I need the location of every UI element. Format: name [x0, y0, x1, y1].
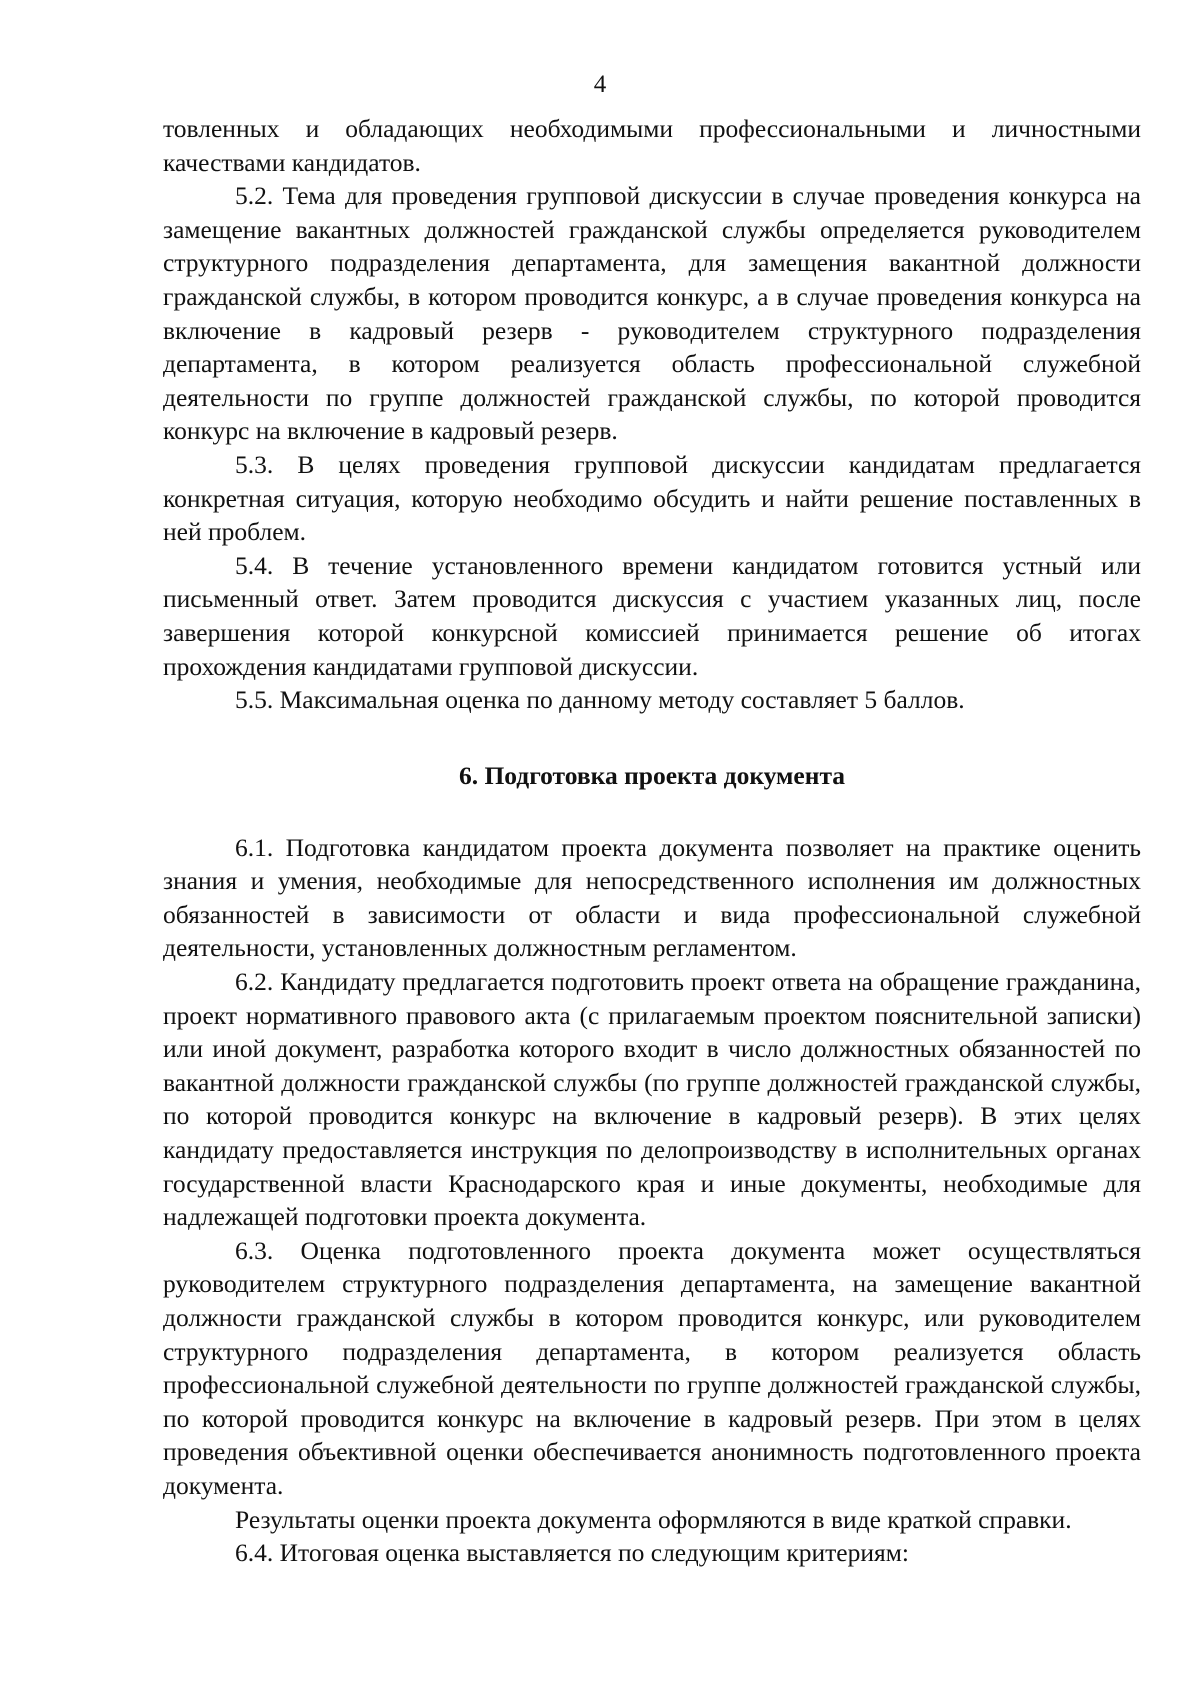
paragraph: товленных и обладающих необходимыми профессиональными и личностными качествами кандидатов.	[163, 114, 1141, 177]
paragraph-6-4: 6.4. Итоговая оценка выставляется по следующим критериям:	[235, 1538, 909, 1568]
document-body	[163, 112, 1141, 1570]
page-number: 4	[593, 71, 607, 98]
paragraph-5-2: 5.2. Тема для проведения групповой дискуссии в случае проведения конкурса на замещение вакантных должностей гражданской службы определяется руководителем структурного подразделения департамента, для замещения вакантной должности гражданской службы, в котором проводится конкурс, а в случае проведения конкурса на включение в кадровый резерв - руководителем структурного подразделения департамента, в котором реализуется область профессиональной служебной деятельности по группе должностей гражданской службы, по которой проводится конкурс на включение в кадровый резерв.	[163, 181, 1141, 446]
section-heading: 6. Подготовка проекта документа	[458, 760, 846, 790]
paragraph-6-2: 6.2. Кандидату предлагается подготовить проект ответа на обращение гражданина, проект нормативного правового акта (с прилагаемым проектом пояснительной записки) или иной документ, разработка которого входит в число должностных обязанностей по вакантной должности гражданской службы (по группе должностей гражданской службы, по которой проводится конкурс на включение в кадровый резерв). В этих целях кандидату предоставляется инструкция по делопроизводству в исполнительных органах государственной власти Краснодарского края и иные документы, необходимые для надлежащей подготовки проекта документа.	[163, 967, 1141, 1232]
paragraph-5-3: 5.3. В целях проведения групповой дискуссии кандидатам предлагается конкретная ситуация, которую необходимо обсудить и найти решение поставленных в ней проблем.	[163, 449, 1141, 547]
paragraph-5-5: 5.5. Максимальная оценка по данному методу составляет 5 баллов.	[235, 685, 965, 715]
paragraph-5-4: 5.4. В течение установленного времени кандидатом готовится устный или письменный ответ. Затем проводится дискуссия с участием указанных лиц, после завершения которой конкурсной комиссией принимается решение об итогах прохождения кандидатами групповой дискуссии.	[163, 550, 1141, 681]
paragraph-results: Результаты оценки проекта документа оформляются в виде краткой справки.	[235, 1504, 1072, 1534]
paragraph-6-1: 6.1. Подготовка кандидатом проекта документа позволяет на практике оценить знания и умения, необходимые для непосредственного исполнения им должностных обязанностей в зависимости от области и вида профессиональной служебной деятельности, установленных должностным регламентом.	[163, 832, 1141, 963]
paragraph-6-3: 6.3. Оценка подготовленного проекта документа может осуществляться руководителем структурного подразделения департамента, на замещение вакантной должности гражданской службы в котором проводится конкурс, или руководителем структурного подразделения департамента, в котором реализуется область профессиональной служебной деятельности по группе должностей гражданской службы, по которой проводится конкурс на включение в кадровый резерв. При этом в целях проведения объективной оценки обеспечивается анонимность подготовленного проекта документа.	[163, 1235, 1141, 1500]
